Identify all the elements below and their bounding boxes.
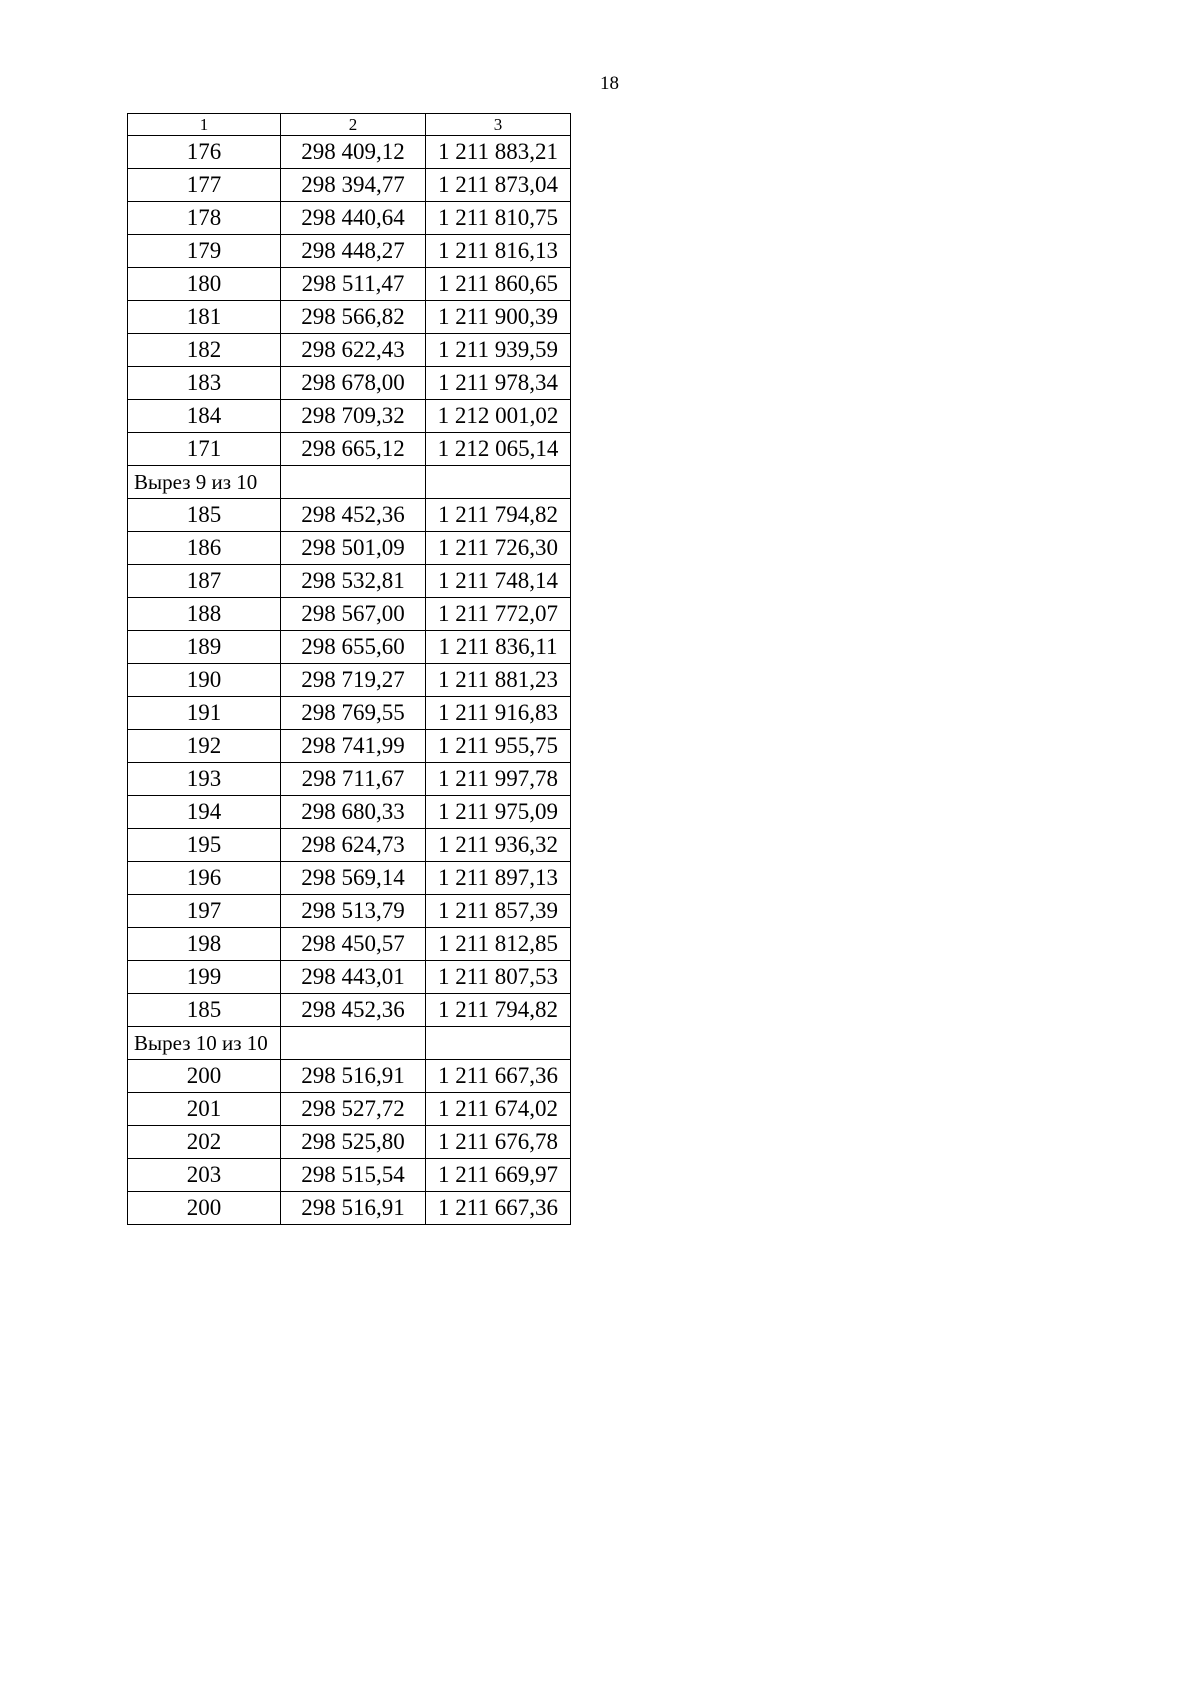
point-number-cell: 185 <box>128 994 281 1027</box>
table-row <box>128 499 571 532</box>
section-header-row <box>128 466 571 499</box>
y-coordinate-cell: 1 211 857,39 <box>426 895 571 928</box>
coordinates-table <box>127 113 571 1225</box>
point-number-cell: 184 <box>128 400 281 433</box>
table-row <box>128 202 571 235</box>
table-row <box>128 763 571 796</box>
point-number-cell: 198 <box>128 928 281 961</box>
table-row <box>128 367 571 400</box>
y-coordinate-cell: 1 211 936,32 <box>426 829 571 862</box>
x-coordinate-cell: 298 448,27 <box>281 235 426 268</box>
x-coordinate-cell: 298 532,81 <box>281 565 426 598</box>
x-coordinate-cell: 298 516,91 <box>281 1060 426 1093</box>
x-coordinate-cell: 298 443,01 <box>281 961 426 994</box>
y-coordinate-cell: 1 211 794,82 <box>426 994 571 1027</box>
y-coordinate-cell: 1 211 812,85 <box>426 928 571 961</box>
x-coordinate-cell: 298 569,14 <box>281 862 426 895</box>
point-number-cell: 187 <box>128 565 281 598</box>
point-number-cell: 189 <box>128 631 281 664</box>
x-coordinate-cell: 298 622,43 <box>281 334 426 367</box>
table-row <box>128 1126 571 1159</box>
table-row <box>128 268 571 301</box>
point-number-cell: 200 <box>128 1192 281 1225</box>
y-coordinate-cell: 1 211 794,82 <box>426 499 571 532</box>
x-coordinate-cell: 298 665,12 <box>281 433 426 466</box>
section-header-row <box>128 1027 571 1060</box>
point-number-cell: 171 <box>128 433 281 466</box>
x-coordinate-cell: 298 452,36 <box>281 499 426 532</box>
x-coordinate-cell: 298 450,57 <box>281 928 426 961</box>
y-coordinate-cell: 1 211 997,78 <box>426 763 571 796</box>
y-coordinate-cell: 1 211 836,11 <box>426 631 571 664</box>
x-coordinate-cell: 298 527,72 <box>281 1093 426 1126</box>
table-row <box>128 730 571 763</box>
table-row <box>128 631 571 664</box>
table-row <box>128 697 571 730</box>
y-coordinate-cell: 1 211 676,78 <box>426 1126 571 1159</box>
column-header: 2 <box>281 114 426 136</box>
table-row <box>128 928 571 961</box>
empty-cell <box>281 1027 426 1060</box>
y-coordinate-cell: 1 211 816,13 <box>426 235 571 268</box>
table-row <box>128 136 571 169</box>
point-number-cell: 196 <box>128 862 281 895</box>
point-number-cell: 193 <box>128 763 281 796</box>
x-coordinate-cell: 298 513,79 <box>281 895 426 928</box>
table-row <box>128 796 571 829</box>
x-coordinate-cell: 298 741,99 <box>281 730 426 763</box>
x-coordinate-cell: 298 769,55 <box>281 697 426 730</box>
y-coordinate-cell: 1 211 807,53 <box>426 961 571 994</box>
point-number-cell: 194 <box>128 796 281 829</box>
table-header-row <box>128 114 571 136</box>
y-coordinate-cell: 1 211 955,75 <box>426 730 571 763</box>
y-coordinate-cell: 1 211 939,59 <box>426 334 571 367</box>
x-coordinate-cell: 298 452,36 <box>281 994 426 1027</box>
point-number-cell: 200 <box>128 1060 281 1093</box>
point-number-cell: 191 <box>128 697 281 730</box>
table-row <box>128 1192 571 1225</box>
point-number-cell: 199 <box>128 961 281 994</box>
y-coordinate-cell: 1 211 873,04 <box>426 169 571 202</box>
table-row <box>128 664 571 697</box>
table-body <box>128 114 571 1225</box>
page-number: 18 <box>600 73 619 94</box>
point-number-cell: 195 <box>128 829 281 862</box>
point-number-cell: 181 <box>128 301 281 334</box>
y-coordinate-cell: 1 211 667,36 <box>426 1192 571 1225</box>
y-coordinate-cell: 1 212 065,14 <box>426 433 571 466</box>
point-number-cell: 201 <box>128 1093 281 1126</box>
x-coordinate-cell: 298 511,47 <box>281 268 426 301</box>
table-row <box>128 334 571 367</box>
x-coordinate-cell: 298 567,00 <box>281 598 426 631</box>
x-coordinate-cell: 298 624,73 <box>281 829 426 862</box>
point-number-cell: 203 <box>128 1159 281 1192</box>
y-coordinate-cell: 1 211 674,02 <box>426 1093 571 1126</box>
point-number-cell: 190 <box>128 664 281 697</box>
point-number-cell: 182 <box>128 334 281 367</box>
table-row <box>128 961 571 994</box>
point-number-cell: 178 <box>128 202 281 235</box>
table-row <box>128 994 571 1027</box>
x-coordinate-cell: 298 516,91 <box>281 1192 426 1225</box>
table-row <box>128 1159 571 1192</box>
table-row <box>128 235 571 268</box>
point-number-cell: 188 <box>128 598 281 631</box>
table-row <box>128 1060 571 1093</box>
table-row <box>128 862 571 895</box>
x-coordinate-cell: 298 409,12 <box>281 136 426 169</box>
table-row <box>128 1093 571 1126</box>
x-coordinate-cell: 298 709,32 <box>281 400 426 433</box>
x-coordinate-cell: 298 680,33 <box>281 796 426 829</box>
empty-cell <box>281 466 426 499</box>
point-number-cell: 202 <box>128 1126 281 1159</box>
point-number-cell: 179 <box>128 235 281 268</box>
empty-cell <box>426 466 571 499</box>
y-coordinate-cell: 1 211 897,13 <box>426 862 571 895</box>
section-label: Вырез 10 из 10 <box>128 1027 281 1060</box>
point-number-cell: 176 <box>128 136 281 169</box>
table-row <box>128 829 571 862</box>
x-coordinate-cell: 298 678,00 <box>281 367 426 400</box>
table-row <box>128 598 571 631</box>
y-coordinate-cell: 1 211 975,09 <box>426 796 571 829</box>
table-row <box>128 433 571 466</box>
point-number-cell: 183 <box>128 367 281 400</box>
table-row <box>128 532 571 565</box>
y-coordinate-cell: 1 211 881,23 <box>426 664 571 697</box>
y-coordinate-cell: 1 211 978,34 <box>426 367 571 400</box>
y-coordinate-cell: 1 211 883,21 <box>426 136 571 169</box>
x-coordinate-cell: 298 655,60 <box>281 631 426 664</box>
y-coordinate-cell: 1 211 860,65 <box>426 268 571 301</box>
table-row <box>128 169 571 202</box>
point-number-cell: 180 <box>128 268 281 301</box>
x-coordinate-cell: 298 719,27 <box>281 664 426 697</box>
table-row <box>128 301 571 334</box>
y-coordinate-cell: 1 211 772,07 <box>426 598 571 631</box>
column-header: 1 <box>128 114 281 136</box>
table-row <box>128 895 571 928</box>
y-coordinate-cell: 1 211 748,14 <box>426 565 571 598</box>
y-coordinate-cell: 1 211 900,39 <box>426 301 571 334</box>
section-label: Вырез 9 из 10 <box>128 466 281 499</box>
empty-cell <box>426 1027 571 1060</box>
table-row <box>128 400 571 433</box>
point-number-cell: 192 <box>128 730 281 763</box>
column-header: 3 <box>426 114 571 136</box>
x-coordinate-cell: 298 711,67 <box>281 763 426 796</box>
y-coordinate-cell: 1 211 669,97 <box>426 1159 571 1192</box>
table-row <box>128 565 571 598</box>
y-coordinate-cell: 1 211 810,75 <box>426 202 571 235</box>
x-coordinate-cell: 298 440,64 <box>281 202 426 235</box>
x-coordinate-cell: 298 566,82 <box>281 301 426 334</box>
point-number-cell: 185 <box>128 499 281 532</box>
point-number-cell: 177 <box>128 169 281 202</box>
point-number-cell: 197 <box>128 895 281 928</box>
point-number-cell: 186 <box>128 532 281 565</box>
y-coordinate-cell: 1 211 916,83 <box>426 697 571 730</box>
x-coordinate-cell: 298 515,54 <box>281 1159 426 1192</box>
y-coordinate-cell: 1 212 001,02 <box>426 400 571 433</box>
y-coordinate-cell: 1 211 667,36 <box>426 1060 571 1093</box>
x-coordinate-cell: 298 525,80 <box>281 1126 426 1159</box>
x-coordinate-cell: 298 394,77 <box>281 169 426 202</box>
x-coordinate-cell: 298 501,09 <box>281 532 426 565</box>
y-coordinate-cell: 1 211 726,30 <box>426 532 571 565</box>
